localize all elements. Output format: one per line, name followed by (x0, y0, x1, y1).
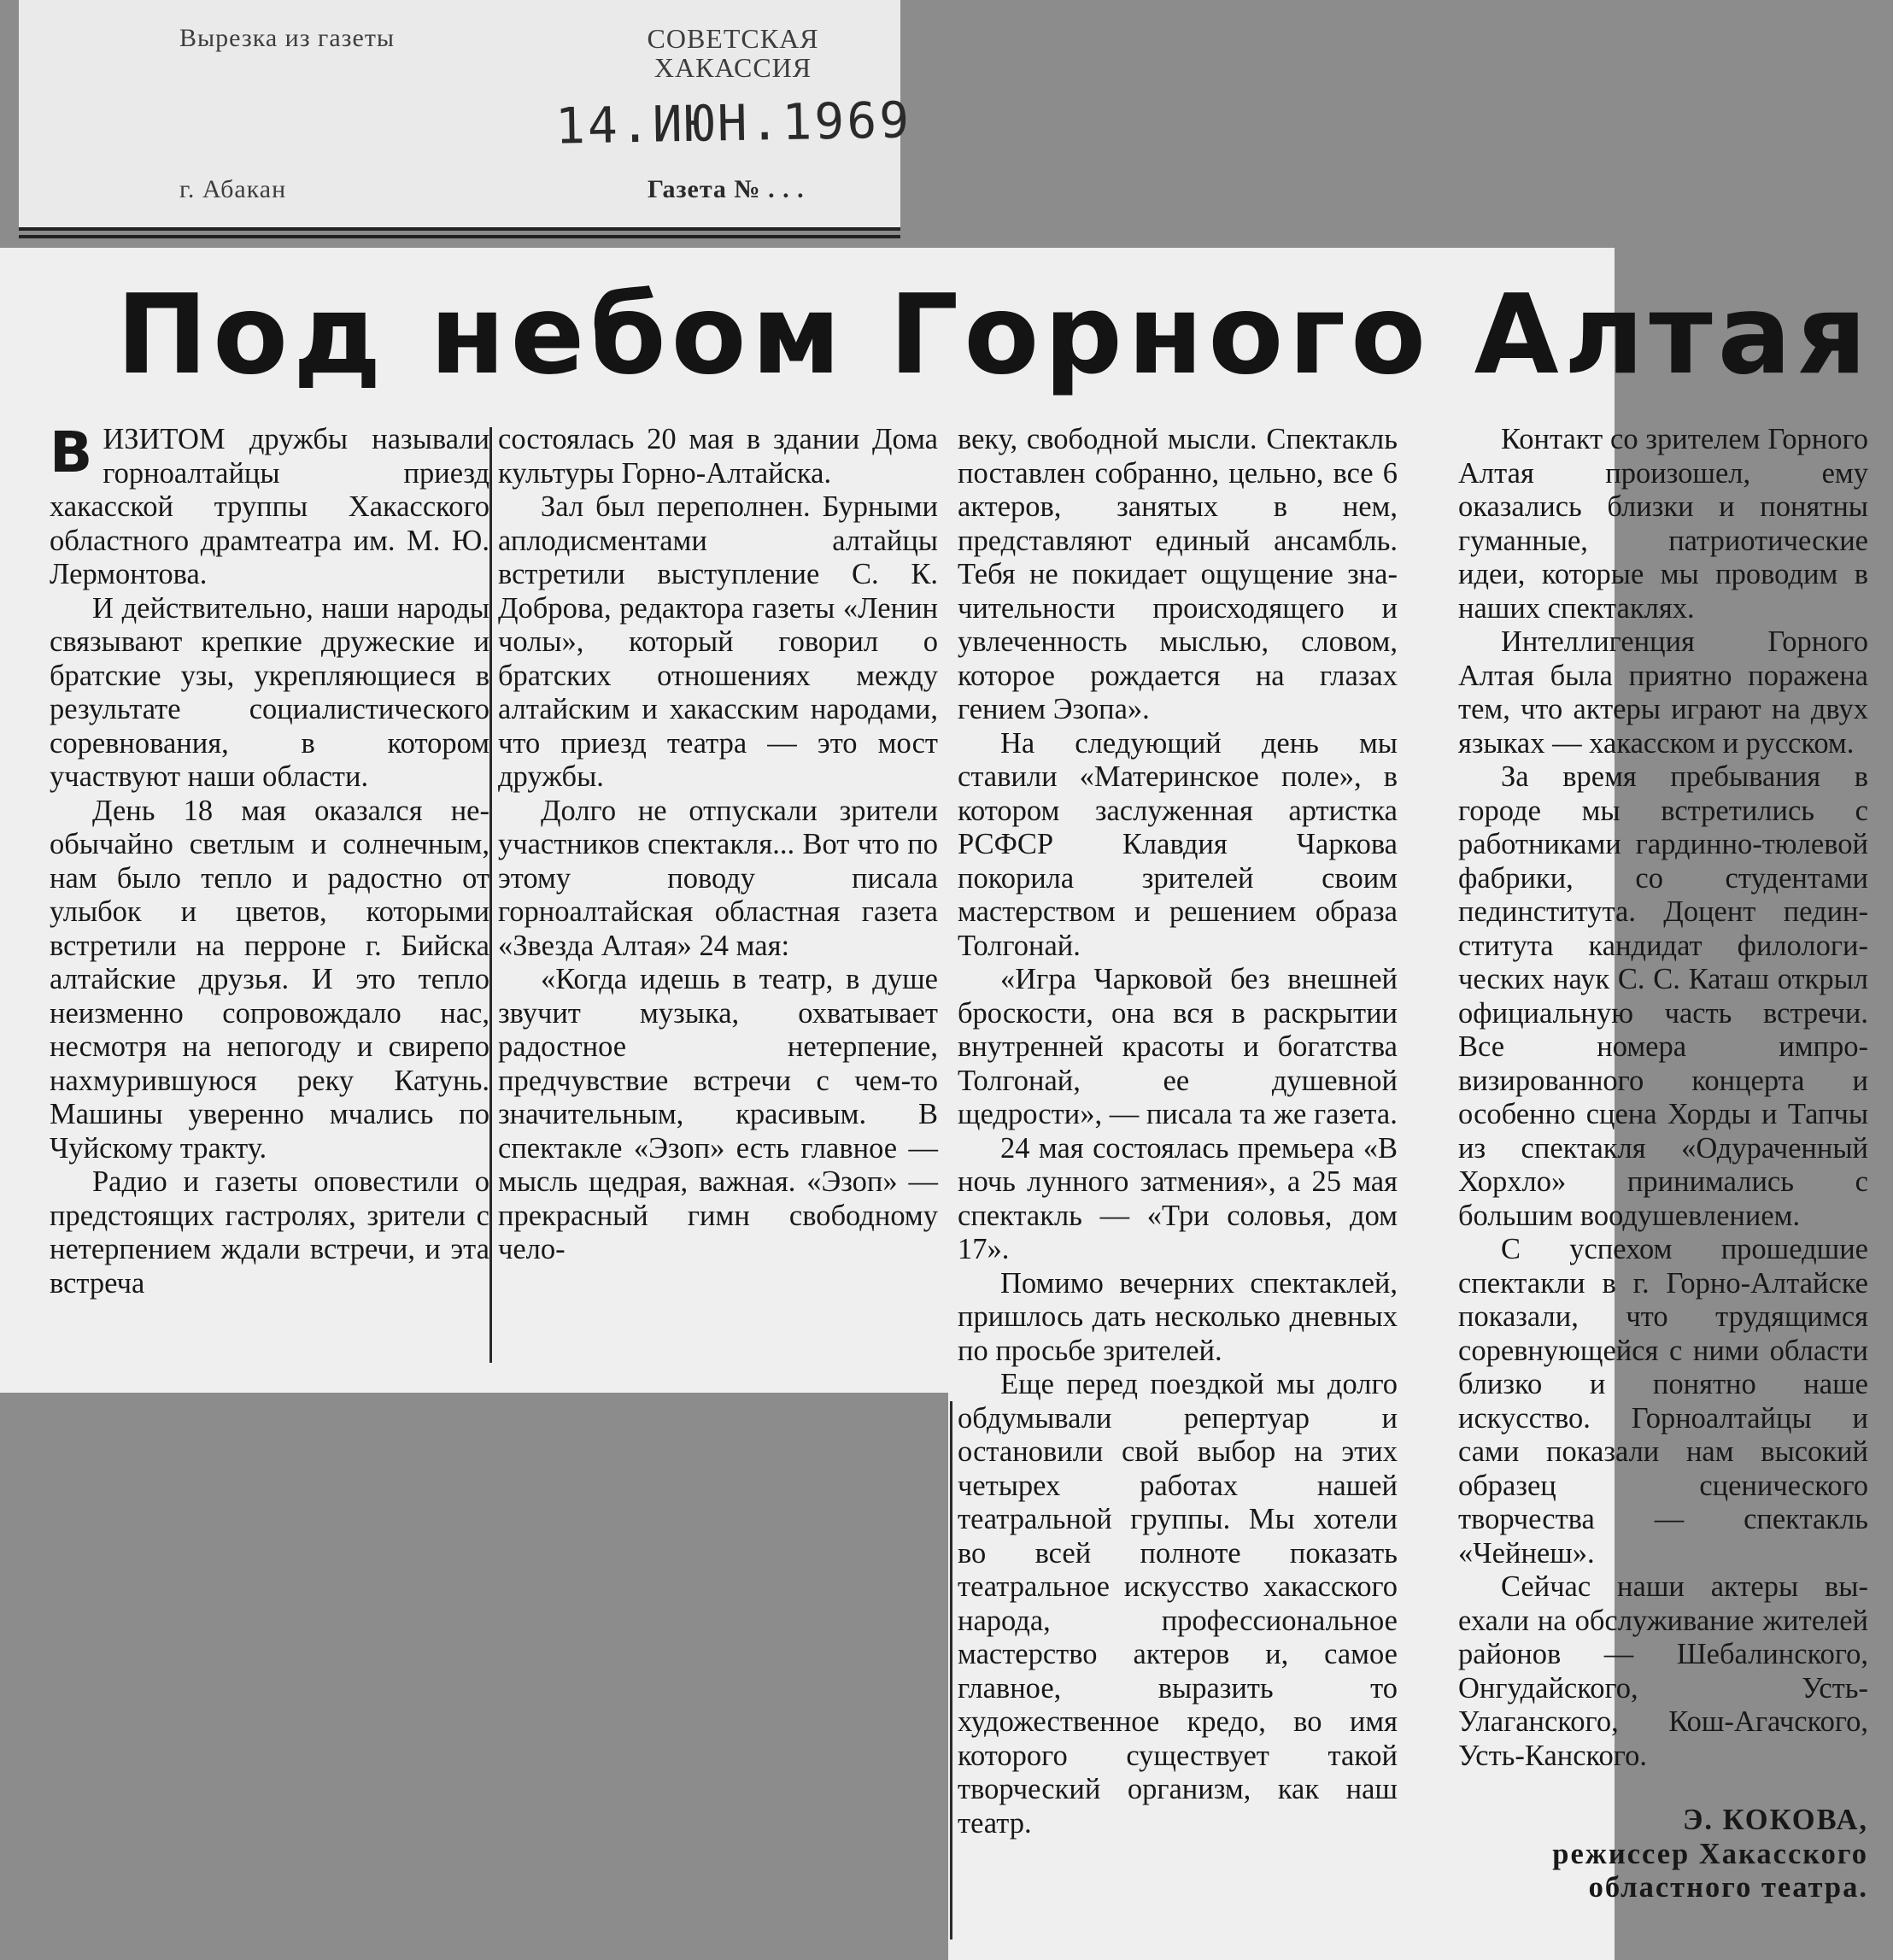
column-divider (950, 1401, 952, 1939)
paragraph: ВИЗИТОМ дружбы называли горноалтайцы приезд хакасской труппы Хакасского областного драмтеатра им. М. Ю. Лермонтова. (50, 420, 489, 590)
author-role: областного театра. (1588, 1871, 1868, 1904)
paragraph: Еще перед поездкой мы долго обдумывали репертуар и остановили свой выбор на этих четырех работах нашей театральной группы. Мы хотели во всей полноте показать театральное искусство хакасского народа, профессиональное мастерство актеров и, самое главное, выразить то художественное кредо, во имя которого существует такой творческий организм, как наш театр. (958, 1368, 1398, 1840)
paragraph: Контакт со зрителем Горного Алтая произошел, ему оказались близки и понятны гуманные, патриотические идеи, которые мы проводим в наших спектаклях. (1458, 423, 1868, 625)
paragraph: Долго не отпускали зрители участников спектакля... Вот что по этому поводу писала горноалтайская областная газета «Звезда Алтая» 24 мая: (498, 794, 938, 962)
article-column-2 (498, 423, 938, 1267)
newspaper-name-line1: СОВЕТСКАЯ (647, 23, 819, 54)
paragraph: «Когда идешь в театр, в душе звучит музыка, охватывает радостное нетерпение, предчувствие встречи с чем-то значительным, красивым. В спектакле «Эзоп» есть главное — мысль щедрая, важная. «Эзоп» — прекрасный гимн свободному чело- (498, 963, 938, 1265)
newspaper-name-line2: ХАКАССИЯ (653, 52, 812, 83)
paragraph: На следующий день мы ставили «Материнское поле», в котором заслуженная артистка РСФСР Клавдия Чаркова покорила зрителей своим мастерством и решением образа Толгонай. (958, 726, 1398, 962)
newspaper-name (622, 24, 844, 82)
paragraph: Сейчас наши актеры выехали на обслуживание жителей районов — Шебалинского, Онгудайского, Усть-Улаганского, Кош-Агачского, Усть-Канского. (1458, 1570, 1868, 1772)
paragraph: Интеллигенция Горного Алтая была приятно поражена тем, что актеры играют на двух языках — хакасском и русском. (1458, 625, 1868, 760)
article-title: Под небом Горного Алтая (116, 272, 1872, 399)
paragraph: За время пребывания в городе мы встретились с работниками гардинно-тюлевой фабрики, со студентами пединститута. Доцент пединститута кандидат филологических наук С. С. Каташ открыл официальную часть встречи. Все номера импровизированного концерта и особенно сцена Хорды и Тапчы из спектакля «Одураченный Хорхло» принимались с большим воодушевлением. (1458, 760, 1868, 1232)
city-label: г. Абакан (179, 175, 287, 203)
paragraph: День 18 мая оказался необычайно светлым и солнечным, нам было тепло и радостно от улыбок и цветов, которыми встретили на перроне г. Бийска алтайские друзья. И это тепло неизменно сопровождало нас, несмотря на непогоду и свирепо нахмурившуюся реку Катунь. Машины уверенно мчались по Чуйскому тракту. (50, 794, 489, 1165)
article-column-3 (958, 423, 1398, 1840)
paragraph: состоялась 20 мая в здании Дома культуры Горно-Алтайска. (498, 423, 938, 490)
paragraph: Помимо вечерних спектаклей, пришлось дать несколько дневных по просьбе зрителей. (958, 1266, 1398, 1367)
paragraph: Радио и газеты оповестили о предстоящих гастролях, зрители с нетерпением ждали встречи, и эта встреча (50, 1165, 489, 1300)
paragraph: 24 мая состоялась премьера «В ночь лунного затмения», а 25 мая спектакль — «Три соловья, дом 17». (958, 1131, 1398, 1265)
issue-label: Газета № . . . (648, 175, 805, 203)
paragraph: «Игра Чарковой без внешней броскости, она вся в раскрытии внутренней красоты и богатства Толгонай, ее душевной щедрости», — писала та же газета. (958, 963, 1398, 1130)
article-column-4 (1458, 423, 1868, 1905)
article-column-1 (50, 420, 489, 1300)
date-stamp: 14.ИЮН.1969 (554, 91, 912, 156)
header-double-rule (19, 227, 900, 248)
author-name: Э. КОКОВА, (1682, 1804, 1868, 1836)
clipping-header (19, 0, 912, 229)
drop-cap: В (50, 420, 93, 485)
paragraph: С успехом прошедшие спектакли в г. Горно-Алтайске показали, что трудящимся соревнующейся с ними области близко и понятно наше искусство. Горноалтайцы и сами показали нам высокий образец сценического творчества — спектакль «Чейнеш». (1458, 1233, 1868, 1570)
author-role: режиссер Хакасского (1552, 1837, 1868, 1870)
paragraph: И действительно, наши народы связывают крепкие дружеские и братские узы, укрепляющиеся в результате социалистического соревнования, в котором участвуют наши области. (50, 591, 489, 793)
clipping-label: Вырезка из газеты (179, 24, 396, 52)
paragraph: Зал был переполнен. Бурными аплодисментами алтайцы встретили выступление С. К. Доброва, редактора газеты «Ленин чолы», который говорил о братских отношениях между алтайским и хакасским народами, что приезд театра — это мост дружбы. (498, 490, 938, 793)
paragraph: веку, свободной мысли. Спектакль поставлен собранно, цельно, все 6 актеров, занятых в нем, представляют единый ансамбль. Тебя не покидает ощущение значительности происходящего и увлеченность мыслью, словом, которое рождается на глазах гением Эзопа». (958, 423, 1398, 725)
column-divider (489, 427, 492, 1363)
